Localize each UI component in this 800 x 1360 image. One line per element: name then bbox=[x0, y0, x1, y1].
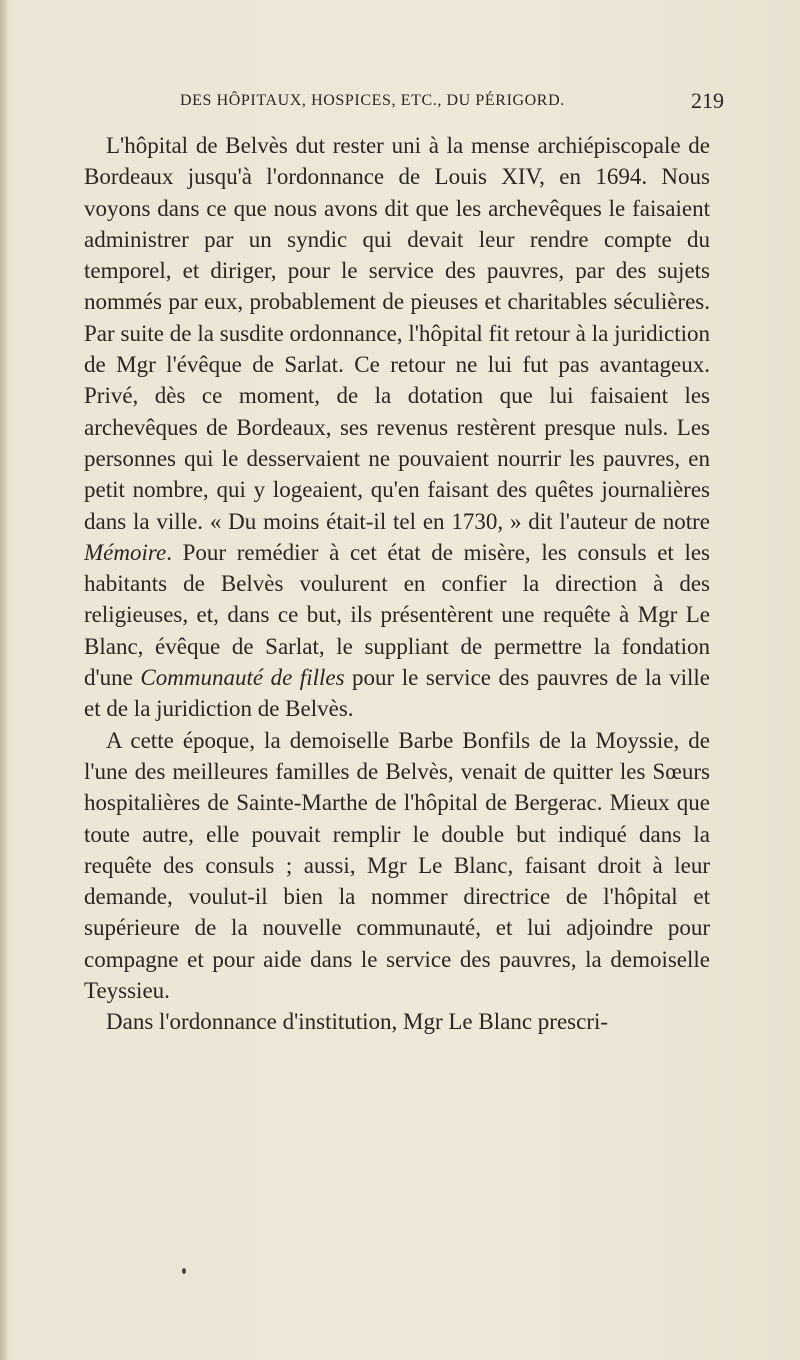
text-segment: pour le service des pauvres de la ville et de la juridiction de Belvès. bbox=[84, 665, 710, 722]
paragraph bbox=[84, 1006, 710, 1037]
running-head bbox=[84, 88, 724, 122]
page-number: 219 bbox=[691, 88, 724, 113]
text-segment: A cette époque, la demoiselle Barbe Bonfils de la Moyssie, de l'une des meilleures familles de Belvès, venait de quitter les Sœurs hospitalières de Sainte-Marthe de l'hôpital de Bergerac. Mieux que toute autre, elle pouvait remplir le double but indiqué dans la requête des consuls ; aussi, Mgr Le Blanc, faisant droit à leur demande, voulut-il bien la nommer directrice de l'hôpital et supérieure de la nouvelle communauté, et lui adjoindre pour compagne et pour aide dans le service des pauvres, la demoiselle Teyssieu. bbox=[84, 727, 710, 1004]
paragraph bbox=[84, 725, 710, 1007]
italic-title-memoire: Mémoire bbox=[84, 539, 167, 565]
ink-speck bbox=[182, 1268, 186, 1274]
paragraph bbox=[84, 130, 710, 725]
italic-communaute-de-filles: Communauté de filles bbox=[140, 665, 345, 691]
running-head-title: DES HÔPITAUX, HOSPICES, ETC., DU PÉRIGORD. bbox=[180, 92, 565, 109]
text-segment: Dans l'ordonnance d'institution, Mgr Le Blanc prescri- bbox=[106, 1009, 609, 1035]
text-segment: . Pour remédier à cet état de misère, les consuls et les habitants de Belvès voulurent en confier la direction à des religieuses, et, dans ce but, ils présentèrent une requête à Mgr Le Blanc, évêque de Sarlat, le suppliant de permettre la fondation d'une bbox=[84, 539, 710, 691]
text-segment: L'hôpital de Belvès dut rester uni à la mense archiépiscopale de Bordeaux jusqu'à l'ordonnance de Louis XIV, en 1694. Nous voyons dans ce que nous avons dit que les archevêques le faisaient administrer par un syndic qui devait leur rendre compte du temporel, et diriger, pour le service des pauvres, par des sujets nommés par eux, probablement de pieuses et charitables séculières. Par suite de la susdite ordonnance, l'hôpital fit retour à la juridiction de Mgr l'évêque de Sarlat. Ce retour ne lui fut pas avantageux. Privé, dès ce moment, de la dotation que lui faisaient les archevêques de Bordeaux, ses revenus restèrent presque nuls. Les personnes qui le desservaient ne pouvaient nourrir les pauvres, en petit nombre, qui y logeaient, qu'en faisant des quêtes journalières dans la ville. « Du moins était-il tel en 1730, » dit l'auteur de notre bbox=[84, 133, 710, 534]
binding-edge bbox=[0, 0, 7, 1360]
body-text bbox=[84, 130, 710, 1038]
